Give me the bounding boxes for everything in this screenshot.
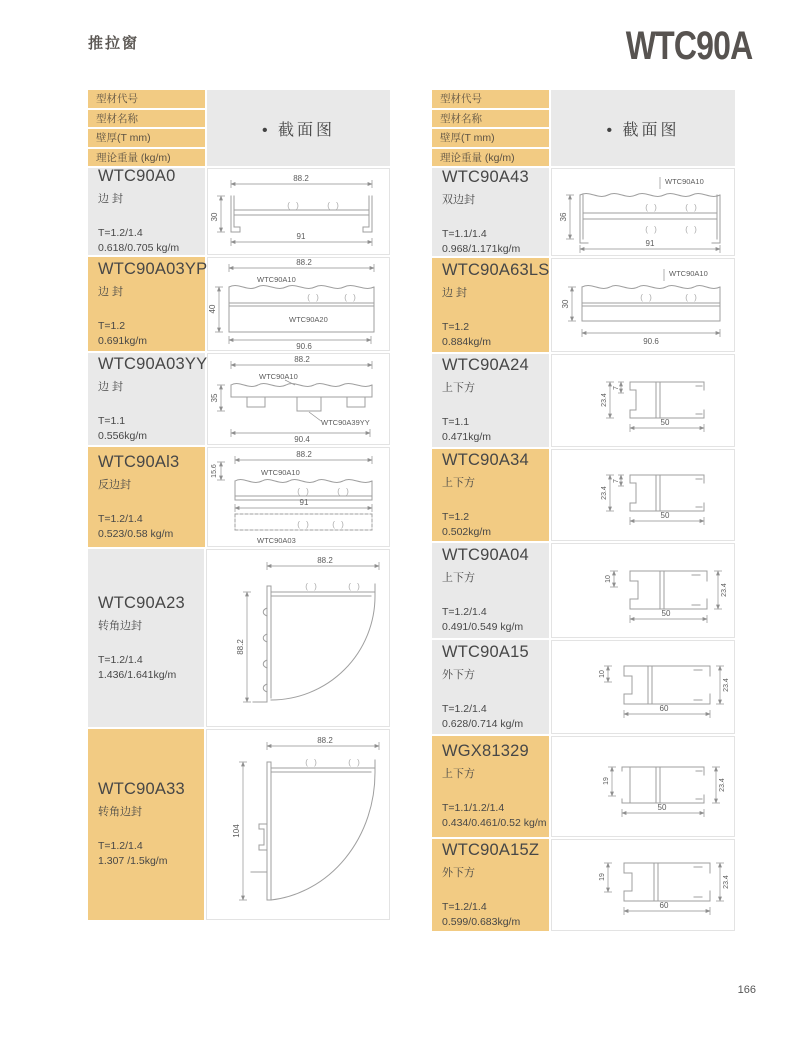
dim-left: 19 [603,776,610,785]
clip-glyph: ( ) [685,293,699,302]
profile-code: WTC90Al3 [98,452,180,471]
profile-name: 外下方 [442,668,475,681]
table-row [88,447,390,547]
dim-bottom: 91 [296,231,305,241]
section-diagram-cell [207,257,390,351]
profile-thickness: T=1.1 [98,414,126,427]
dim-left: 30 [209,212,219,221]
header-cell-name: 型材名称 [432,110,549,128]
dim-top: 88.2 [295,258,312,267]
clip-glyph: ( ) [685,225,699,234]
cross-section-drawing [552,551,734,631]
table-row [432,839,735,931]
profile-name: 转角边封 [98,806,142,818]
clip-glyph: ( ) [286,200,301,210]
clip-glyph: ( ) [640,293,654,302]
table-row [432,736,735,837]
dim-left: 10 [599,670,606,678]
profile-name: 上下方 [442,572,475,584]
section-diagram-cell [551,168,735,256]
profile-label-cell [88,549,204,727]
part-label: WTC90A10 [256,275,296,284]
profile-thickness: T=1.2/1.4 [98,227,143,239]
profile-thickness: T=1.1/1.4 [442,227,487,240]
dim-bottom: 50 [660,511,670,520]
dim-bottom: 60 [659,901,669,910]
dim-left: 19 [599,873,606,881]
profile-name: 上下方 [442,382,475,394]
dim-left: 36 [559,212,568,222]
profile-code: WTC90A24 [442,356,529,374]
table-row [432,354,735,447]
cross-section-drawing [209,172,389,252]
profile-weight: 0.471kg/m [442,431,492,443]
profile-label-cell [88,257,208,351]
dim-right: 23.4 [723,875,730,889]
profile-weight: 0.628/0.714 kg/m [442,717,524,730]
header-cell-weight: 理论重量 (kg/m) [88,149,205,167]
clip-glyph: ( ) [645,225,659,234]
profile-name: 上下方 [442,768,475,780]
dim-top: 88.2 [295,450,312,459]
profile-label-cell [432,736,549,837]
clip-glyph: ( ) [296,520,311,529]
part-label: WTC90A10 [260,468,300,477]
profile-thickness: T=1.1 [442,416,470,428]
header-cell-code: 型材代号 [88,90,205,108]
part-label: WTC90A10 [665,177,704,186]
section-diagram-cell [206,729,390,920]
dim-left: 23.4 [601,486,608,500]
profile-code: WTC90A23 [98,593,185,612]
profile-code: WTC90A63LS [442,260,550,279]
profile-table-right [432,90,735,933]
header-label-column [432,90,549,166]
profile-weight: 0.884kg/m [442,335,492,348]
dim-bottom: 60 [659,704,669,713]
part-label: WTC90A10 [669,269,708,278]
clip-glyph: ( ) [343,293,358,302]
profile-label-cell [88,168,205,255]
header-section-diagram: • 截面图 [551,90,735,166]
profile-name: 边 封 [98,285,124,298]
profile-label-cell [88,353,208,445]
cross-section-drawing [552,169,734,255]
page-number: 166 [737,984,756,996]
dim-left: 30 [561,299,570,309]
profile-label-cell [88,729,204,920]
dim-bottom: 90.4 [293,435,310,444]
cross-section-drawing [209,258,389,350]
profile-weight: 0.556kg/m [98,429,148,442]
profile-label-cell [432,168,549,256]
profile-name: 边 封 [98,193,124,205]
dim-right: 23.4 [721,582,728,597]
profile-code: WTC90A15Z [442,840,540,859]
dim-left: 10 [605,574,612,583]
profile-thickness: T=1.1/1.2/1.4 [442,802,505,814]
clip-glyph: ( ) [348,582,362,591]
dim-left: 40 [207,304,217,314]
section-diagram-cell [207,447,390,547]
profile-weight: 0.434/0.461/0.52 kg/m [442,817,547,829]
profile-name: 转角边封 [98,619,142,632]
part-label: WTC90A20 [288,315,328,324]
profile-weight: 0.691kg/m [98,334,148,347]
profile-label-cell [432,258,549,352]
profile-weight: 0.491/0.549 kg/m [442,621,524,633]
dim-inner: 7 [613,479,620,483]
table-row [432,258,735,352]
profile-label-cell [432,543,549,638]
profile-name: 双边封 [442,193,475,206]
header-cell-thickness: 壁厚(T mm) [88,129,205,147]
cross-section-drawing [209,355,389,443]
profile-name: 上下方 [442,476,475,489]
dim-right: 23.4 [719,777,726,792]
section-diagram-cell [551,258,735,352]
profile-weight: 0.599/0.683kg/m [442,915,521,928]
clip-glyph: ( ) [336,487,351,496]
section-diagram-cell [551,640,735,734]
profile-label-cell [432,640,549,734]
profile-thickness: T=1.2 [442,510,470,523]
header-label-column [88,90,205,166]
cross-section-drawing [552,743,734,831]
profile-thickness: T=1.2/1.4 [98,840,143,852]
clip-glyph: ( ) [305,582,319,591]
dim-mid: 91 [299,498,308,507]
dim-bottom: 50 [661,608,671,618]
dim-bottom: 90.6 [643,337,659,346]
header-cell-code: 型材代号 [432,90,549,108]
clip-glyph: ( ) [306,293,321,302]
profile-code: WTC90A15 [442,642,529,661]
dim-left: 104 [232,823,241,838]
dim-right: 23.4 [723,678,730,692]
dim-bottom: 91 [645,239,655,248]
cross-section-drawing [552,261,734,349]
table-row [88,168,390,255]
profile-label-cell [432,354,549,447]
table-row [432,543,735,638]
dim-left: 88.2 [236,639,245,655]
table-header [432,90,735,166]
profile-code: WTC90A0 [98,167,176,185]
profile-code: WTC90A04 [442,546,529,564]
cross-section-drawing [552,362,734,440]
section-diagram-cell [207,168,390,255]
table-header [88,90,390,166]
page-category-title: 推拉窗 [88,35,140,52]
profile-code: WTC90A43 [442,167,529,186]
dim-top: 88.2 [317,556,333,565]
profile-thickness: T=1.2/1.4 [442,702,487,715]
header-cell-thickness: 壁厚(T mm) [432,129,549,147]
profile-name: 边 封 [442,286,468,299]
cross-section-drawing [209,448,389,546]
clip-glyph: ( ) [296,487,311,496]
profile-weight: 1.436/1.641kg/m [98,668,177,681]
dim-top: 88.2 [292,173,309,183]
profile-table-left [88,90,390,922]
header-cell-name: 型材名称 [88,110,205,128]
profile-weight: 0.618/0.705 kg/m [98,242,180,254]
clip-glyph: ( ) [645,203,659,212]
profile-name: 外下方 [442,866,475,879]
profile-thickness: T=1.2/1.4 [442,900,487,913]
profile-weight: 1.307 /1.5kg/m [98,855,168,867]
profile-code: WTC90A33 [98,780,185,798]
table-row [432,168,735,256]
dim-inner: 7 [613,385,620,390]
part-label: WTC90A10 [258,372,298,381]
cross-section-drawing [207,732,389,918]
clip-glyph: ( ) [348,757,362,767]
clip-glyph: ( ) [326,200,341,210]
profile-thickness: T=1.2 [98,319,126,332]
clip-glyph: ( ) [305,757,319,767]
part-label: WTC90A39YY [320,418,370,427]
profile-code: WTC90A03YP [98,259,208,278]
profile-thickness: T=1.2 [442,320,470,333]
section-diagram-cell [551,839,735,931]
clip-glyph: ( ) [331,520,346,529]
cross-section-drawing [552,646,734,728]
table-row [88,353,390,445]
table-row [432,640,735,734]
header-section-diagram: • 截面图 [207,90,390,166]
series-title: WTC90A [625,24,752,68]
dim-left: 35 [209,393,219,403]
dim-topleft: 15.6 [210,464,218,478]
cross-section-drawing [552,845,734,925]
cross-section-drawing [552,457,734,533]
dim-top: 88.2 [317,735,333,745]
table-row [88,257,390,351]
profile-code: WTC90A34 [442,450,529,469]
dim-bottom: 50 [660,417,670,427]
profile-weight: 0.968/1.171kg/m [442,242,521,255]
section-diagram-cell [551,449,735,541]
profile-label-cell [432,449,549,541]
profile-label-cell [432,839,549,931]
profile-label-cell [88,447,205,547]
section-diagram-cell [206,549,390,727]
profile-weight: 0.523/0.58 kg/m [98,527,174,540]
cross-section-drawing [207,552,389,724]
table-row [432,449,735,541]
dim-top: 88.2 [293,355,310,364]
profile-name: 反边封 [98,478,131,491]
profile-code: WTC90A03YY [98,354,208,373]
section-diagram-cell [551,354,735,447]
profile-thickness: T=1.2/1.4 [98,653,143,666]
dim-left: 23.4 [601,392,608,407]
header-cell-weight: 理论重量 (kg/m) [432,149,549,167]
profile-code: WGX81329 [442,742,529,760]
dim-bottom: 50 [657,802,667,812]
table-row [88,549,390,727]
table-row [88,729,390,920]
clip-glyph: ( ) [685,203,699,212]
section-diagram-cell [207,353,390,445]
dim-bottom: 90.6 [295,342,312,351]
section-diagram-cell [551,736,735,837]
section-diagram-cell [551,543,735,638]
part-label: WTC90A03 [256,536,296,545]
profile-name: 边 封 [98,380,124,393]
profile-thickness: T=1.2/1.4 [98,512,143,525]
profile-weight: 0.502kg/m [442,525,492,538]
profile-thickness: T=1.2/1.4 [442,606,487,618]
